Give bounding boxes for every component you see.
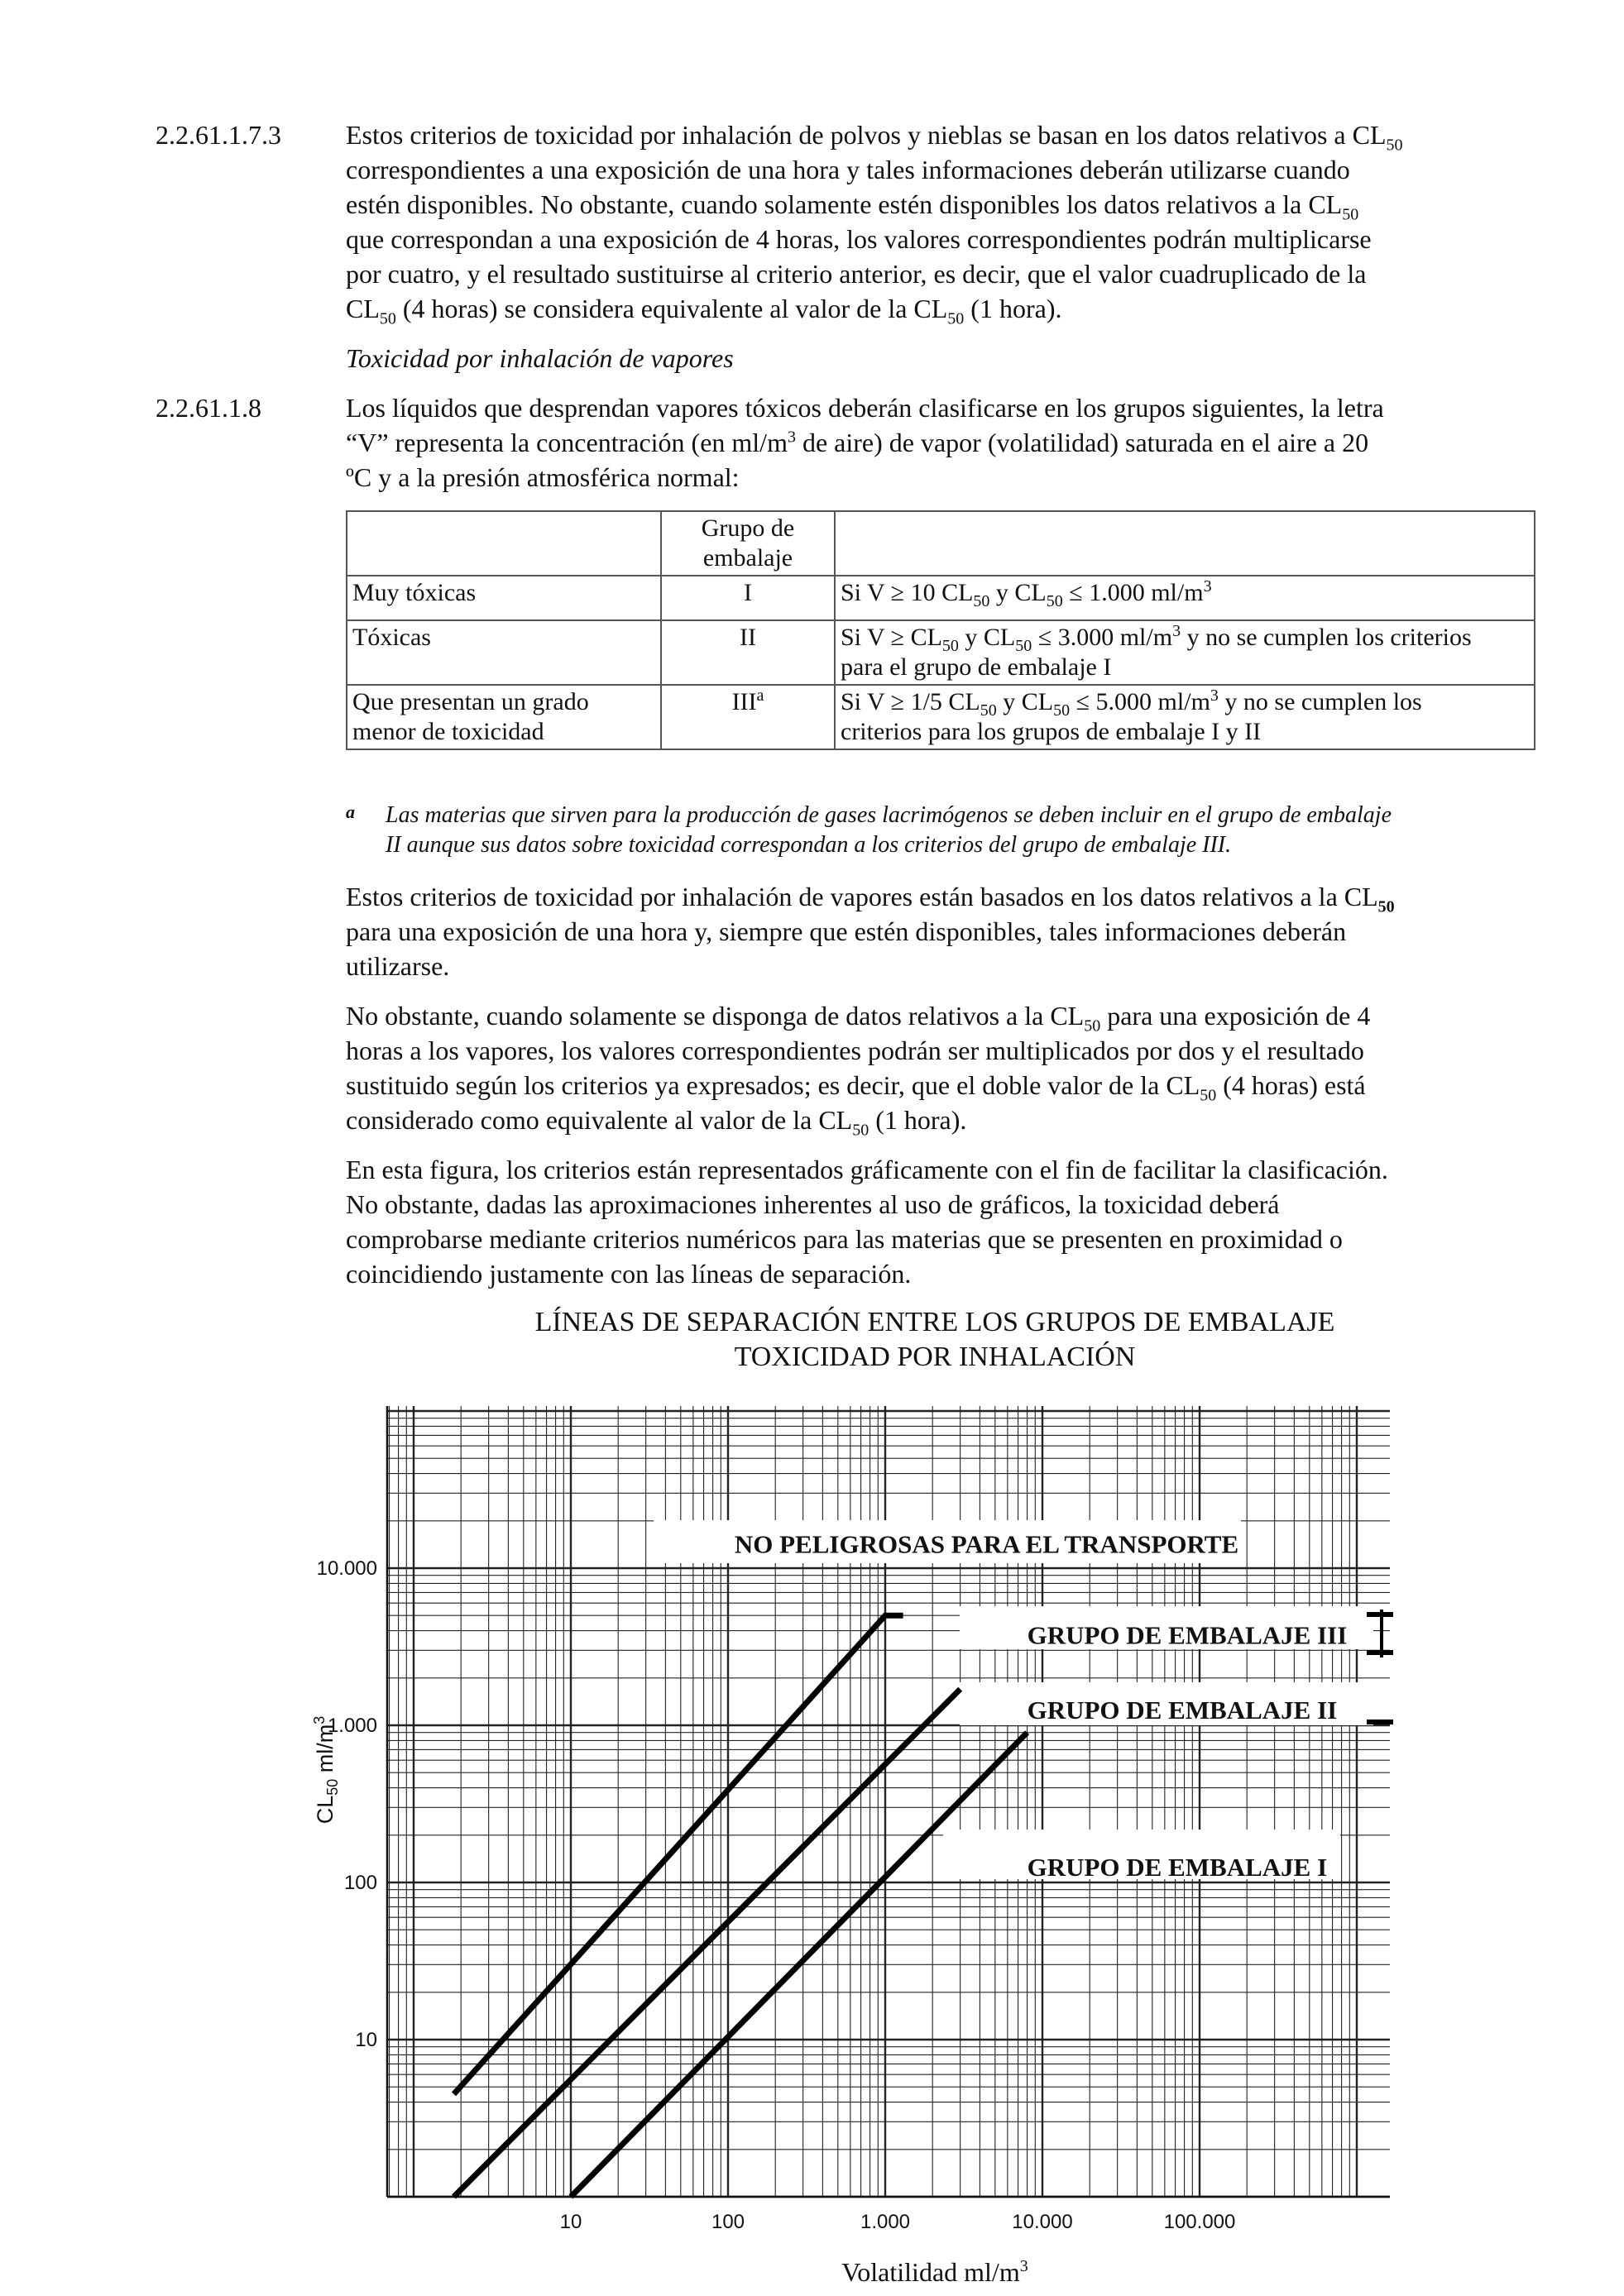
p2-line-2: horas a los vapores, los valores correspondientes podrán ser multiplicados por dos y el resultado xyxy=(346,1036,1364,1065)
svg-text:CL50 ml/m3: $CL_{50}$ $ml/m^3$ xyxy=(311,1715,341,1825)
s2-line-3: ºC y a la presión atmosférica normal: xyxy=(346,462,740,492)
region-labels xyxy=(735,1530,1347,1882)
series-lines xyxy=(454,1615,1028,2197)
row-group: II xyxy=(661,620,835,685)
s1-line-3: estén disponibles. No obstante, cuando solamente estén disponibles los datos relativos a la $CL_{50}$ xyxy=(346,189,1359,224)
x-tick-label: 10 xyxy=(559,2211,582,2233)
p3-line-4: coincidiendo justamente con las líneas de separación. xyxy=(346,1259,912,1289)
region-label-3: GRUPO DE EMBALAJE II xyxy=(1027,1696,1338,1725)
x-tick-label: 10.000 xyxy=(1012,2211,1073,2233)
y-tick-label: 100 xyxy=(343,1872,377,1894)
footnote-line-1: Las materias que sirven para la producción de gases lacrimógenos se deben incluir en el grupo de embalaje xyxy=(386,802,1392,828)
s1-line-4: que correspondan a una exposición de 4 horas, los valores correspondientes podrán multiplicarse xyxy=(346,224,1372,254)
region-label-1: NO PELIGROSAS PARA EL TRANSPORTE xyxy=(734,1529,1239,1559)
subheading-vapores: Toxicidad por inhalación de vapores xyxy=(346,343,734,373)
p3-line-1: En esta figura, los criterios están representados gráficamente con el fin de facilitar la clasificación. xyxy=(346,1155,1388,1184)
y-tick-label: 1.000 xyxy=(327,1715,377,1737)
p3-line-2: No obstante, dadas las aproximaciones inherentes al uso de gráficos, la toxicidad deberá xyxy=(346,1189,1280,1219)
footnote-marker: a xyxy=(346,801,355,822)
x-axis-title xyxy=(841,2257,1028,2287)
x-tick-label: 1.000 xyxy=(860,2211,911,2233)
row-criteria: Si V ≥ 1/5 $CL_{50}$ y $CL_{50} \le 5.000$ $ml/m^3$ y no se cumplen los criterios para los grupos de embalaje I y II xyxy=(835,685,1535,749)
y-tick-label: 10.000 xyxy=(316,1557,377,1580)
row-category: Muy tóxicas xyxy=(347,576,661,620)
s1-line-5: por cuatro, y el resultado sustituirse al criterio anterior, es decir, que el valor cuadruplicado de la xyxy=(346,259,1367,289)
x-tick-label: 100 xyxy=(711,2211,745,2233)
region-label-4: GRUPO DE EMBALAJE I xyxy=(1027,1853,1328,1882)
p2-line-4: considerado como equivalente al valor de la $CL_{50}$ (1 hora). xyxy=(346,1105,967,1140)
row-category: Que presentan un grado menor de toxicidad xyxy=(347,685,661,749)
s1-line-6: $CL_{50}$ (4 horas) se considera equivalente al valor de la $CL_{50}$ (1 hora). xyxy=(346,294,1062,328)
axis-tick-labels xyxy=(317,1557,1236,2233)
chart-title-line-1: LÍNEAS DE SEPARACIÓN ENTRE LOS GRUPOS DE EMBALAJE xyxy=(534,1307,1335,1337)
svg-text:Volatilidad ml/m3: Volatilidad $ml/m^3$ xyxy=(841,2257,1028,2287)
header-cell-group: Grupo de embalaje xyxy=(661,511,835,576)
region-label-2: GRUPO DE EMBALAJE III xyxy=(1027,1620,1348,1650)
s2-line-1: Los líquidos que desprendan vapores tóxicos deberán clasificarse en los grupos siguientes, la letra xyxy=(346,393,1384,423)
row-category: Tóxicas xyxy=(347,620,661,685)
p2-line-3: sustituido según los criterios ya expresados; es decir, que el doble valor de la $CL_{50}$ (4 horas) está xyxy=(346,1070,1366,1105)
y-axis-title xyxy=(311,1716,341,1825)
footnote-line-2: II aunque sus datos sobre toxicidad correspondan a los criterios del grupo de embalaje III. xyxy=(386,832,1232,858)
p3-line-3: comprobarse mediante criterios numéricos para las materias que se presenten en proximidad o xyxy=(346,1224,1343,1254)
row-criteria: Si V ≥ 10 $CL_{50}$ y $CL_{50} \le 1.000$ $ml/m^3$ xyxy=(835,576,1535,620)
row-group: I xyxy=(661,576,835,620)
p1-line-1: Estos criterios de toxicidad por inhalación de vapores están basados en los datos relativos a la $CL_{50}$ xyxy=(346,882,1395,916)
section-number-2: 2.2.61.1.8 xyxy=(156,393,261,423)
y-tick-label: 10 xyxy=(355,2029,377,2051)
s2-line-2: “V” representa la concentración (en $ml/m^3$ de aire) de vapor (volatilidad) saturada en el aire a 20 xyxy=(346,428,1369,457)
p2-line-1: No obstante, cuando solamente se disponga de datos relativos a la $CL_{50}$ para una exposición de 4 xyxy=(346,1001,1371,1036)
chart-title-line-2: TOXICIDAD POR INHALACIÓN xyxy=(734,1342,1136,1372)
row-group: III$^a$ xyxy=(661,685,835,749)
x-tick-label: 100.000 xyxy=(1163,2211,1236,2233)
s1-line-1: Estos criterios de toxicidad por inhalación de polvos y nieblas se basan en los datos relativos a $CL_{50}$ xyxy=(346,120,1403,155)
row-criteria: Si $V \ge CL_{50}$ y $CL_{50} \le 3.000$ $ml/m^3$ y no se cumplen los criterios para el grupo de embalaje I xyxy=(835,620,1535,685)
p1-line-2: para una exposición de una hora y, siempre que estén disponibles, tales informaciones deberán xyxy=(346,916,1347,946)
separation-line-1 xyxy=(454,1615,903,2094)
section-number-1: 2.2.61.1.7.3 xyxy=(156,120,281,150)
s1-line-2: correspondientes a una exposición de una hora y tales informaciones deberán utilizarse cuando xyxy=(346,155,1350,184)
p1-line-3: utilizarse. xyxy=(346,951,450,981)
